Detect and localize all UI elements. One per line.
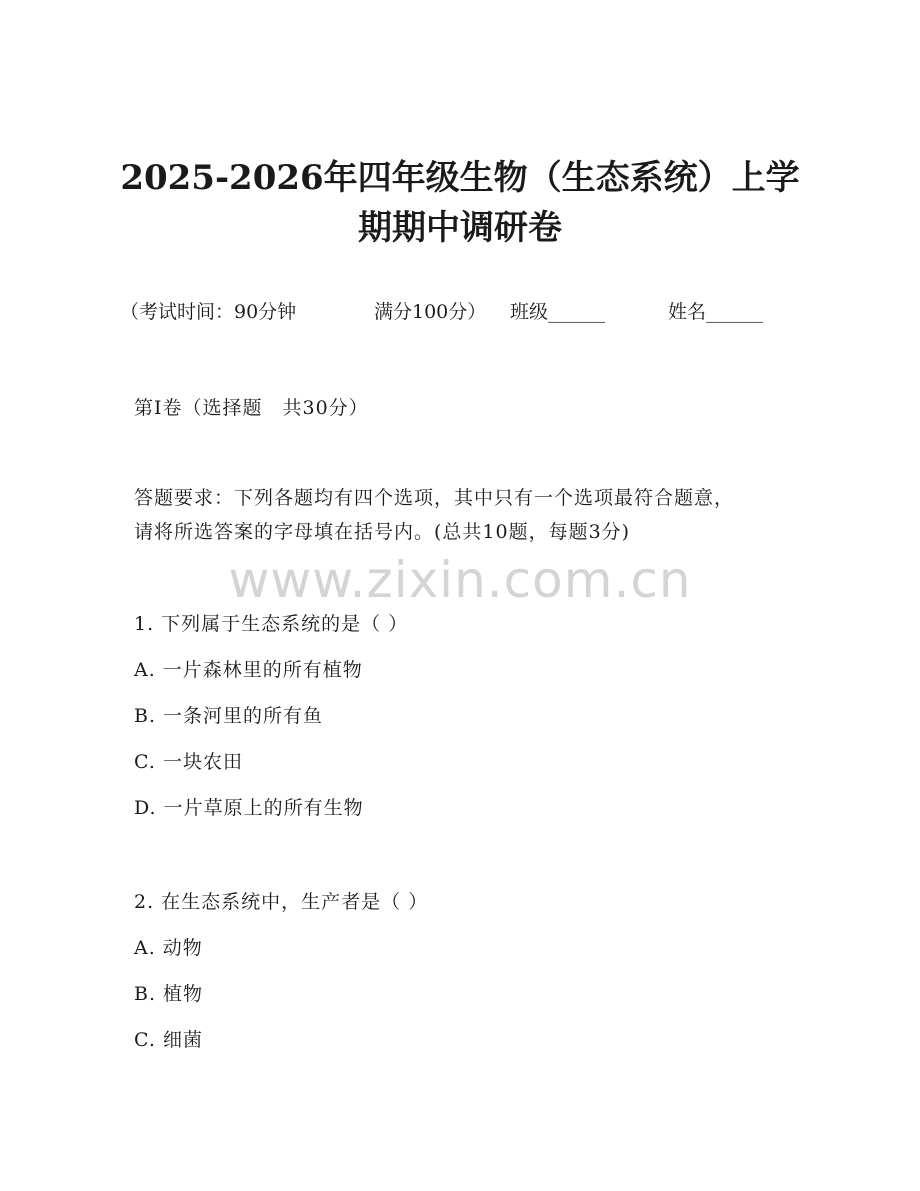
question-2-option-b: B. 植物: [134, 983, 204, 1005]
question-2-option-a: A. 动物: [134, 937, 203, 959]
exam-time: （考试时间：90分钟: [120, 301, 297, 323]
class-field: 班级______: [510, 301, 606, 323]
question-1-stem: 1. 下列属于生态系统的是（ ）: [134, 613, 409, 635]
full-score: 满分100分）: [374, 301, 487, 323]
question-2-option-c: C. 细菌: [134, 1029, 203, 1051]
question-1-option-d: D. 一片草原上的所有生物: [134, 797, 364, 819]
name-field: 姓名______: [668, 301, 764, 323]
section-heading: 第I卷（选择题 共30分）: [134, 397, 369, 419]
instructions-line1: 答题要求：下列各题均有四个选项，其中只有一个选项最符合题意，: [134, 487, 735, 509]
question-2-stem: 2. 在生态系统中，生产者是（ ）: [134, 891, 429, 913]
question-1-option-a: A. 一片森林里的所有植物: [134, 659, 363, 681]
exam-title-line2: 期期中调研卷: [358, 208, 562, 248]
question-1-option-c: C. 一块农田: [134, 751, 243, 773]
question-1-option-b: B. 一条河里的所有鱼: [134, 705, 324, 727]
exam-title-line1: 2025-2026年四年级生物（生态系统）上学: [120, 158, 800, 198]
watermark: www.zixin.com.cn: [228, 551, 692, 609]
instructions-line2: 请将所选答案的字母填在括号内。(总共10题，每题3分): [134, 521, 631, 543]
